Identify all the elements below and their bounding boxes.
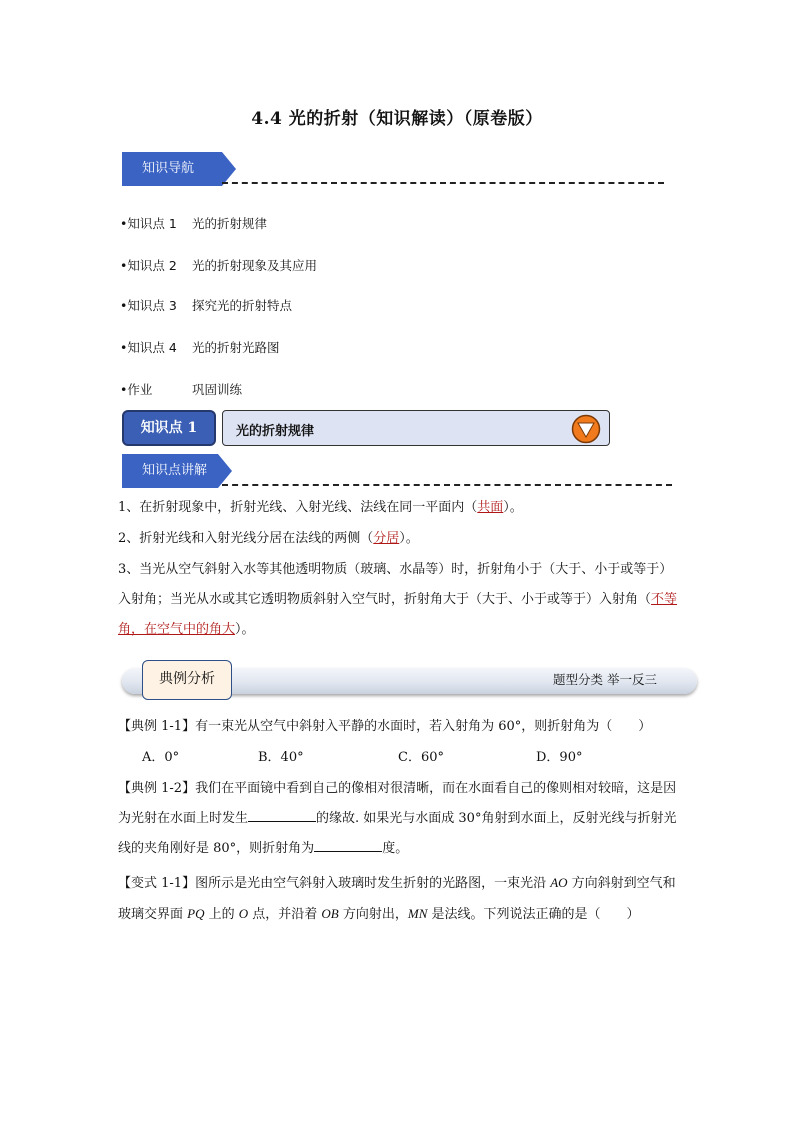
label-mn: MN — [407, 906, 428, 921]
toc-item[interactable] — [120, 214, 267, 232]
toc-item-number: •知识点 4 — [120, 340, 177, 355]
toc-item-number: •作业 — [120, 382, 153, 397]
kp1-label: 光的折射规律 — [236, 424, 315, 439]
option-b[interactable]: B．40° — [258, 750, 304, 765]
nav-divider — [222, 182, 664, 184]
toc-item[interactable] — [120, 296, 292, 314]
variant-text: 方向斜射到空气和玻璃交界面 — [118, 876, 676, 922]
variant-text: 方向射出， — [338, 907, 408, 922]
triangle-down-icon[interactable] — [571, 414, 601, 444]
answer-blank[interactable] — [314, 838, 382, 852]
point-1 — [118, 493, 688, 523]
toc-item-number: •知识点 1 — [120, 216, 177, 231]
toc-item[interactable] — [120, 256, 317, 274]
toc-item-label: 光的折射现象及其应用 — [192, 258, 318, 273]
point-3 — [118, 555, 683, 645]
point-3-end: ）。 — [235, 622, 255, 637]
example-1-2-text-b: 的缘故. 如果光与水面成 30°角射到水面上，反射光线与折射光线的夹角刚好是 80°，则折射角为 — [118, 811, 677, 856]
point-3-answer: 不等角，在空气中的角大 — [118, 592, 678, 637]
explain-banner — [122, 454, 242, 488]
nav-banner — [122, 152, 242, 186]
label-o: O — [238, 906, 249, 921]
point-2-answer: 分居 — [373, 531, 400, 546]
nav-banner-label: 知识导航 — [142, 161, 195, 176]
example-bar-subtitle: 题型分类 举一反三 — [553, 672, 657, 687]
point-2-text: 2、折射光线和入射光线分居在法线的两侧（ — [118, 531, 374, 546]
toc-item-number: •知识点 3 — [120, 298, 177, 313]
explain-divider — [222, 484, 672, 486]
example-1-2 — [118, 774, 683, 864]
example-bar — [122, 660, 697, 700]
option-a[interactable]: A．0° — [142, 750, 180, 765]
toc-item-label: 探究光的折射特点 — [192, 298, 293, 313]
point-2 — [118, 524, 688, 554]
toc-item-number: •知识点 2 — [120, 258, 177, 273]
answer-blank[interactable] — [248, 808, 316, 822]
variant-1-1 — [118, 868, 683, 930]
point-3-text: 3、当光从空气斜射入水等其他透明物质（玻璃、水晶等）时，折射角小于（大于、小于或等于）入射角；当光从水或其它透明物质斜射入空气时，折射角大于（大于、小于或等于）入射角（ — [118, 562, 673, 607]
example-1-2-text-a: 【典例 1-2】我们在平面镜中看到自己的像相对很清晰，而在水面看自己的像则相对较暗，这是因为光射在水面上时发生 — [118, 781, 677, 826]
page-title: 4.4 光的折射（知识解读）（原卷版） — [251, 109, 543, 129]
kp1-header — [122, 410, 610, 446]
variant-text: 点，并沿着 — [248, 907, 322, 922]
toc-item-label: 巩固训练 — [192, 382, 243, 397]
label-ao: AO — [550, 875, 568, 890]
kp1-box[interactable] — [222, 410, 610, 446]
toc-item-label: 光的折射光路图 — [192, 340, 280, 355]
option-d[interactable]: D．90° — [536, 750, 583, 765]
toc-item-label: 光的折射规律 — [192, 216, 268, 231]
toc-item[interactable] — [120, 338, 280, 356]
point-1-answer: 共面 — [477, 500, 504, 515]
point-1-text: 1、在折射现象中，折射光线、入射光线、法线在同一平面内（ — [118, 500, 478, 515]
example-1-1: 【典例 1-1】有一束光从空气中斜射入平静的水面时，若入射角为 60°，则折射角为（ ） — [118, 719, 652, 734]
explain-banner-label: 知识点讲解 — [142, 463, 208, 478]
label-ob: OB — [321, 906, 339, 921]
kp1-tag: 知识点 1 — [122, 410, 216, 446]
label-pq: PQ — [187, 906, 205, 921]
variant-text: 上的 — [204, 907, 239, 922]
variant-text: 是法线。下列说法正确的是（ ） — [427, 907, 640, 922]
toc-item[interactable] — [120, 380, 242, 398]
point-1-end: ）。 — [503, 500, 523, 515]
example-1-2-text-c: 度。 — [382, 841, 409, 856]
example-tag: 典例分析 — [142, 660, 232, 700]
point-2-end: ）。 — [399, 531, 419, 546]
option-c[interactable]: C．60° — [398, 750, 444, 765]
variant-text: 【变式 1-1】图所示是光由空气斜射入玻璃时发生折射的光路图，一束光沿 — [118, 876, 551, 891]
